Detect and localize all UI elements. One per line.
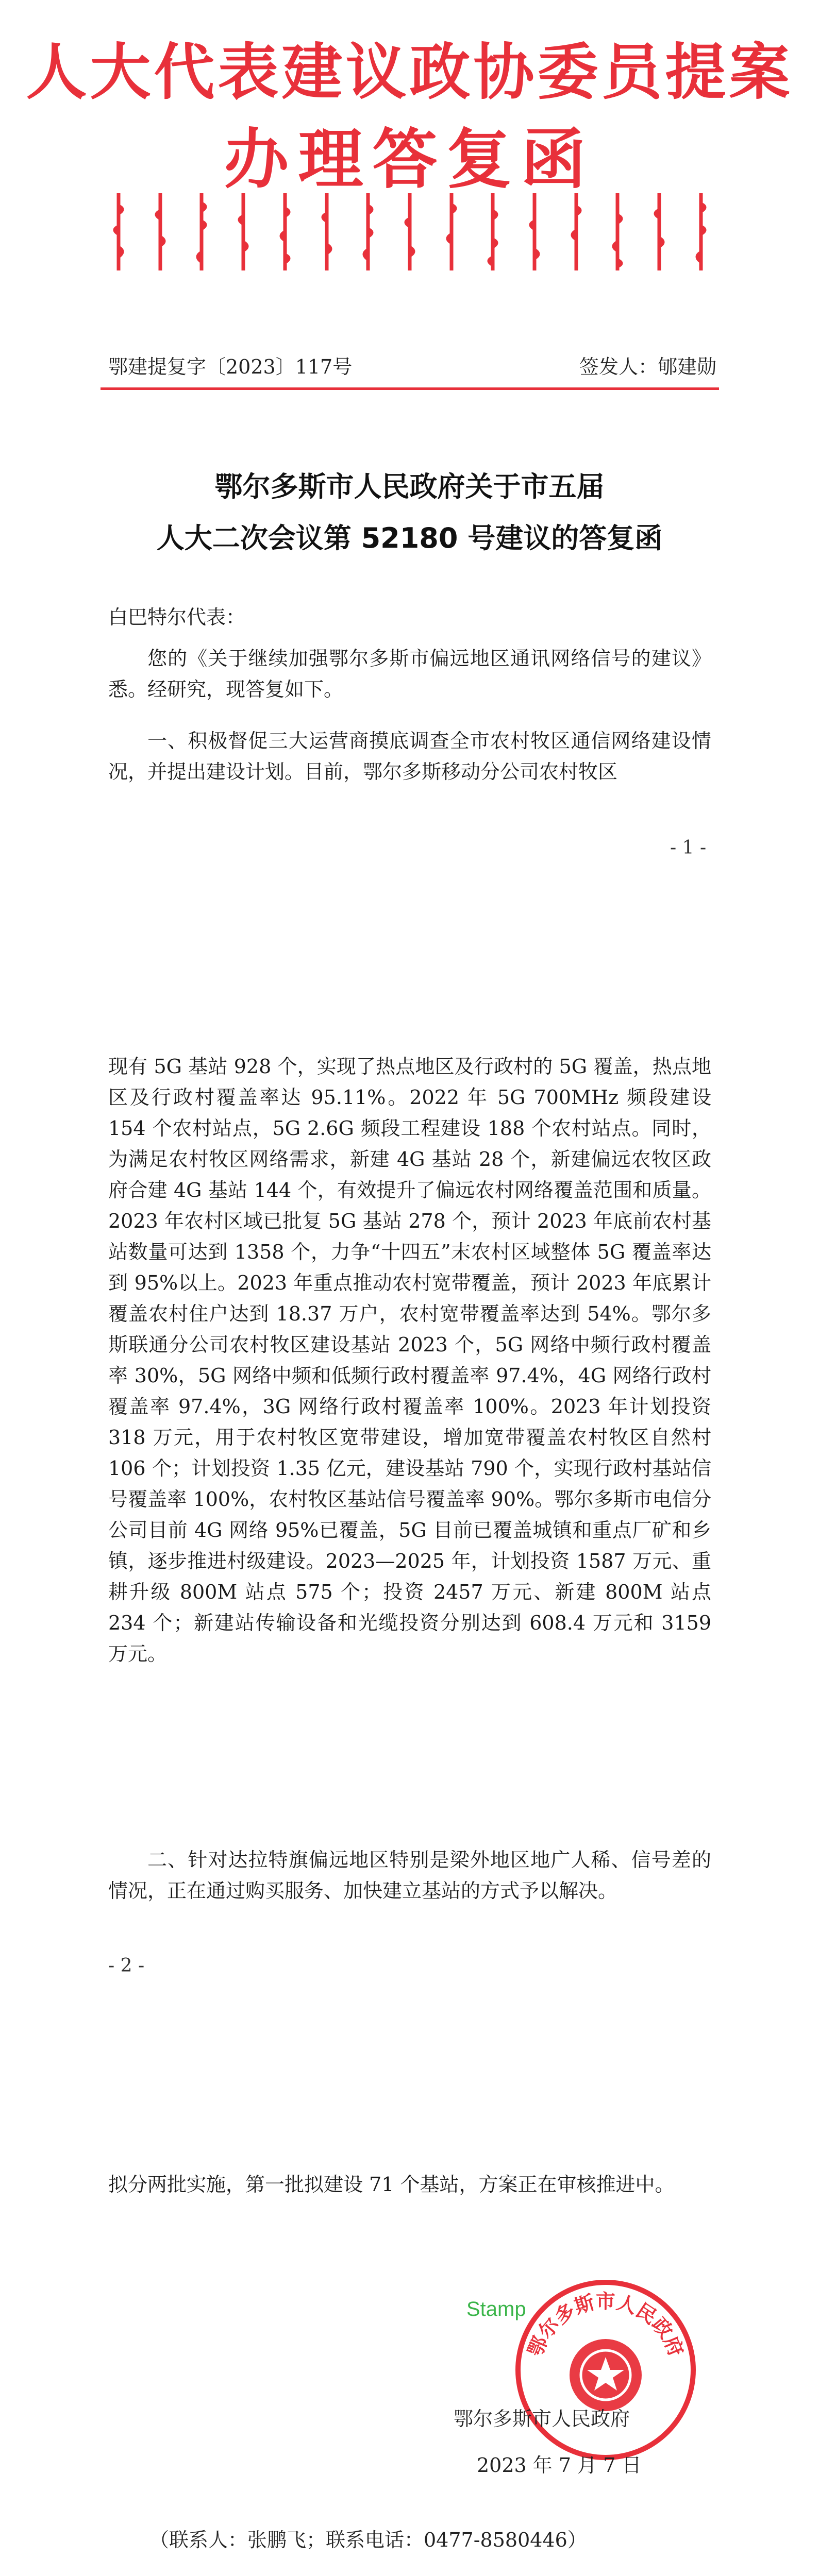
red-divider-line xyxy=(101,387,719,390)
official-seal xyxy=(508,2272,704,2468)
page-number-2: - 2 - xyxy=(108,1955,145,1976)
mongolian-glyph xyxy=(108,191,129,273)
stamp-label: Stamp xyxy=(466,2298,526,2320)
paragraph-section-one: 一、积极督促三大运营商摸底调查全市农村牧区通信网络建设情况，并提出建设计划。目前，鄂尔多斯移动分公司农村牧区 xyxy=(108,730,711,783)
mongolian-glyph xyxy=(482,191,503,273)
mongolian-glyph xyxy=(150,191,171,273)
contact-info: （联系人：张鹏飞；联系电话：0477-8580446） xyxy=(149,2529,587,2551)
salutation: 白巴特尔代表： xyxy=(108,606,246,629)
mongolian-glyph xyxy=(524,191,545,273)
mongolian-glyph xyxy=(399,191,420,273)
mongolian-glyph xyxy=(691,191,711,273)
mongolian-glyph xyxy=(316,191,337,273)
mongolian-glyph xyxy=(607,191,628,273)
signature-date: 2023 年 7 月 7 日 xyxy=(477,2454,642,2477)
paragraph-intro: 您的《关于继续加强鄂尔多斯市偏远地区通讯网络信号的建议》悉。经研究，现答复如下。 xyxy=(108,647,711,701)
mongolian-glyph xyxy=(191,191,212,273)
page-number-1: - 1 - xyxy=(670,837,707,858)
document-title-line2: 人大二次会议第 52180 号建议的答复函 xyxy=(156,522,663,554)
mongolian-glyph xyxy=(358,191,378,273)
signature-org: 鄂尔多斯市人民政府 xyxy=(454,2408,630,2430)
mongolian-glyph xyxy=(649,191,670,273)
mongolian-glyph xyxy=(233,191,254,273)
document-meta-row xyxy=(108,351,716,382)
header-title-line1: 人大代表建议政协委员提案 xyxy=(26,37,793,108)
mongolian-glyph xyxy=(566,191,587,273)
signer: 签发人：郇建勋 xyxy=(579,355,716,378)
mongolian-script-header xyxy=(108,191,711,273)
header-title-line2: 办理答复函 xyxy=(224,122,595,197)
seal-text: 鄂尔多斯市人民政府 xyxy=(523,2290,688,2360)
document-number: 鄂建提复字〔2023〕117号 xyxy=(108,355,353,378)
paragraph-implementation: 拟分两批实施，第一批拟建设 71 个基站，方案正在审核推进中。 xyxy=(108,2173,675,2196)
mongolian-glyph xyxy=(275,191,295,273)
paragraph-section-two: 二、针对达拉特旗偏远地区特别是梁外地区地广人稀、信号差的情况，正在通过购买服务、加快建立基站的方式予以解决。 xyxy=(108,1849,711,1902)
mongolian-glyph xyxy=(441,191,462,273)
document-title-line1: 鄂尔多斯市人民政府关于市五届 xyxy=(214,470,605,503)
paragraph-network-details: 现有 5G 基站 928 个，实现了热点地区及行政村的 5G 覆盖，热点地区及行政村覆盖率达 95.11%。2022 年 5G 700MHz 频段建设 154 个农村站点，5G 2.6G 频段工程建设 188 个农村站点。同时，为满足农村牧区网络需求，新建 4G 基站 28 个，新建偏远农牧区政府合建 4G 基站 144 个，有效提升了偏远农村网络覆盖范围和质量。2023 年农村区域已批复 5G 基站 278 个，预计 2023 年底前农村基站数量可达到 1358 个，力争“十四五”末农村区域整体 5G 覆盖率达到 95%以上。2023 年重点推动农村宽带覆盖，预计 2023 年底累计覆盖农村住户达到 18.37 万户，农村宽带覆盖率达到 54%。鄂尔多斯联通分公司农村牧区建设基站 2023 个，5G 网络中频行政村覆盖率 30%，5G 网络中频和低频行政村覆盖率 97.4%，4G 网络行政村覆盖率 97.4%，3G 网络行政村覆盖率 100%。2023 年计划投资 318 万元，用于农村牧区宽带建设，增加宽带覆盖农村牧区自然村 106 个；计划投资 1.35 亿元，建设基站 790 个，实现行政村基站信号覆盖率 100%，农村牧区基站信号覆盖率 90%。鄂尔多斯市电信分公司目前 4G 网络 95%已覆盖，5G 目前已覆盖城镇和重点厂矿和乡镇，逐步推进村级建设。2023—2025 年，计划投资 1587 万元、重耕升级 800M 站点 575 个；投资 2457 万元、新建 800M 站点 234 个；新建站传输设备和光缆投资分别达到 608.4 万元和 3159 万元。 xyxy=(108,1055,711,1665)
